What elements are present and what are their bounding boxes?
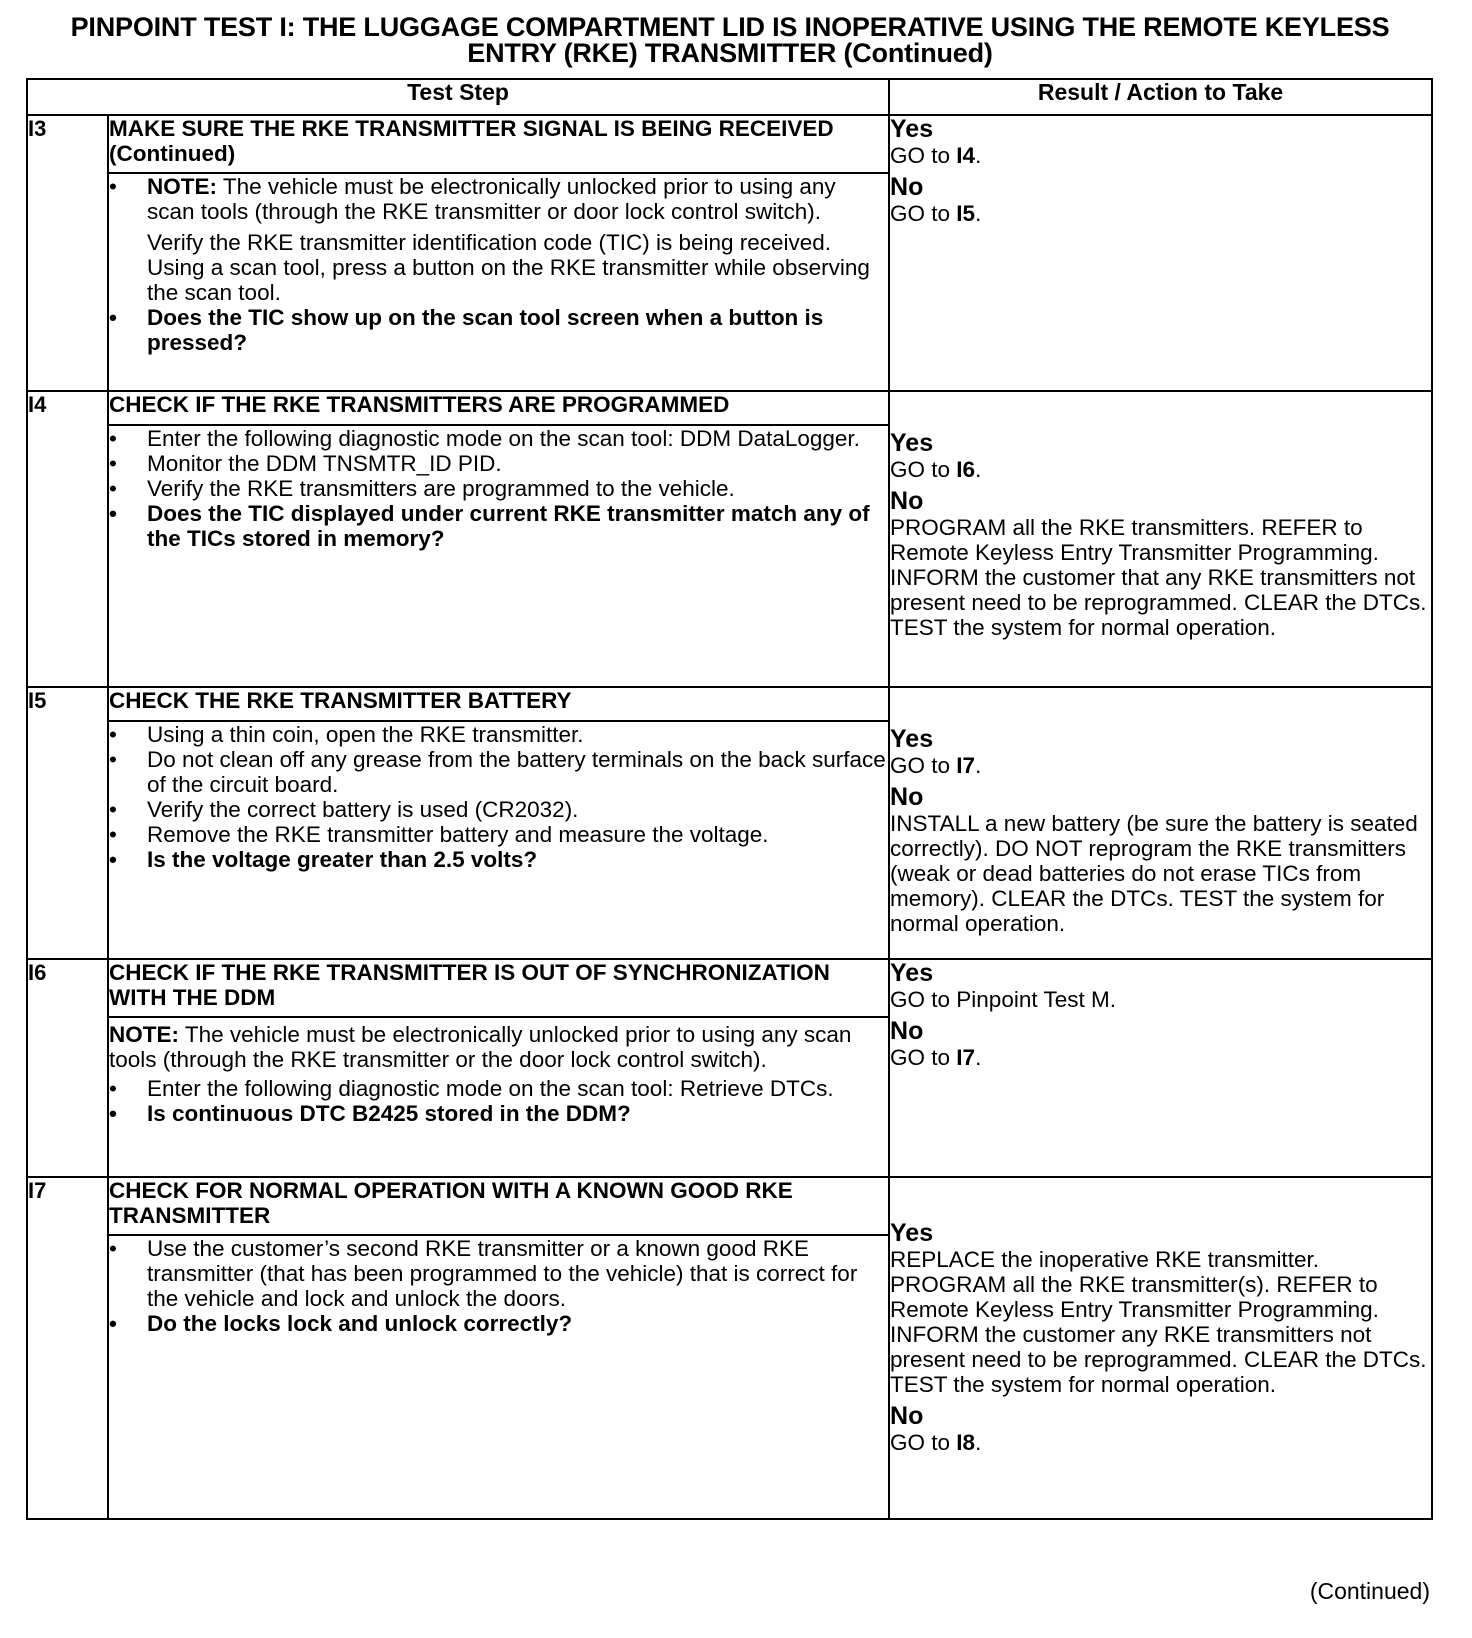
step-number: I7 xyxy=(27,1177,108,1519)
no-label: No xyxy=(890,173,924,201)
step-body xyxy=(108,1017,889,1177)
pinpoint-test-table xyxy=(26,78,1433,1520)
no-action: GO to I7. xyxy=(890,1045,982,1070)
list-item: • Is the voltage greater than 2.5 volts? xyxy=(109,847,888,872)
step-number: I3 xyxy=(27,115,108,391)
no-label: No xyxy=(890,783,924,811)
step-body xyxy=(108,173,889,391)
list-item: • Verify the correct battery is used (CR2032). xyxy=(109,797,888,822)
step-number: I6 xyxy=(27,959,108,1177)
step-result xyxy=(889,391,1432,687)
step-result xyxy=(889,1177,1432,1519)
step-i7-heading-row xyxy=(27,1177,1432,1235)
list-item: • Using a thin coin, open the RKE transmitter. xyxy=(109,722,888,747)
list-item: • Remove the RKE transmitter battery and measure the voltage. xyxy=(109,822,888,847)
step-number: I5 xyxy=(27,687,108,959)
yes-action: GO to Pinpoint Test M. xyxy=(890,987,1116,1012)
step-heading: CHECK IF THE RKE TRANSMITTERS ARE PROGRAMMED xyxy=(108,391,889,425)
no-action: INSTALL a new battery (be sure the battery is seated correctly). DO NOT reprogram the RKE transmitters (weak or dead batteries do not erase TICs from memory). CLEAR the DTCs. TEST the system for normal operation. xyxy=(890,811,1418,936)
step-i3-heading-row xyxy=(27,115,1432,173)
list-item: • Does the TIC displayed under current RKE transmitter match any of the TICs stored in memory? xyxy=(109,501,888,551)
yes-label: Yes xyxy=(890,115,934,143)
step-result xyxy=(889,959,1432,1177)
continued-label: (Continued) xyxy=(1309,1578,1430,1604)
list-item: • Monitor the DDM TNSMTR_ID PID. xyxy=(109,451,888,476)
step-i6-heading-row xyxy=(27,959,1432,1017)
no-action: GO to I8. xyxy=(890,1430,982,1455)
list-item: • Does the TIC show up on the scan tool screen when a button is pressed? xyxy=(109,305,888,355)
list-item: • Enter the following diagnostic mode on the scan tool: DDM DataLogger. xyxy=(109,426,888,451)
step-number: I4 xyxy=(27,391,108,687)
step-result xyxy=(889,687,1432,959)
yes-label: Yes xyxy=(890,959,934,987)
step-body xyxy=(108,721,889,959)
step-heading: CHECK THE RKE TRANSMITTER BATTERY xyxy=(108,687,889,721)
list-item: • Enter the following diagnostic mode on the scan tool: Retrieve DTCs. xyxy=(109,1076,888,1101)
page-title: PINPOINT TEST I: THE LUGGAGE COMPARTMENT LID IS INOPERATIVE USING THE REMOTE KEYLESS ENTRY (RKE) TRANSMITTER (Continued) xyxy=(70,12,1390,68)
list-item: • NOTE: The vehicle must be electronically unlocked prior to using any scan tools (through the RKE transmitter or door lock control switch). xyxy=(109,174,888,224)
table-header-row xyxy=(27,79,1432,115)
yes-action: GO to I4. xyxy=(890,143,982,168)
no-action: GO to I5. xyxy=(890,201,982,226)
yes-label: Yes xyxy=(890,725,934,753)
no-label: No xyxy=(890,1402,924,1430)
test-step-header: Test Step xyxy=(27,79,889,115)
step-heading: CHECK IF THE RKE TRANSMITTER IS OUT OF SYNCHRONIZATION WITH THE DDM xyxy=(108,959,889,1017)
yes-action: REPLACE the inoperative RKE transmitter. PROGRAM all the RKE transmitter(s). REFER to Remote Keyless Entry Transmitter Programming. INFORM the customer any RKE transmitters not present need to be reprogrammed. CLEAR the DTCs. TEST the system for normal operation. xyxy=(890,1247,1427,1397)
step-body xyxy=(108,425,889,687)
step-heading: MAKE SURE THE RKE TRANSMITTER SIGNAL IS BEING RECEIVED (Continued) xyxy=(108,115,889,173)
step-body xyxy=(108,1235,889,1519)
yes-action: GO to I6. xyxy=(890,457,982,482)
result-header: Result / Action to Take xyxy=(889,79,1432,115)
list-item: • Is continuous DTC B2425 stored in the DDM? xyxy=(109,1101,888,1126)
no-action: PROGRAM all the RKE transmitters. REFER to Remote Keyless Entry Transmitter Programming. INFORM the customer that any RKE transmitters not present need to be reprogrammed. CLEAR the DTCs. TEST the system for normal operation. xyxy=(890,515,1427,640)
no-label: No xyxy=(890,1017,924,1045)
list-item: • Do the locks lock and unlock correctly? xyxy=(109,1311,888,1336)
step-result xyxy=(889,115,1432,391)
no-label: No xyxy=(890,487,924,515)
list-item: Verify the RKE transmitter identification code (TIC) is being received. Using a scan tool, press a button on the RKE transmitter while observing the scan tool. xyxy=(147,230,870,305)
yes-label: Yes xyxy=(890,429,934,457)
list-item: • Verify the RKE transmitters are programmed to the vehicle. xyxy=(109,476,888,501)
yes-label: Yes xyxy=(890,1219,934,1247)
list-item: • Use the customer’s second RKE transmitter or a known good RKE transmitter (that has been programmed to the vehicle) that is correct for the vehicle and lock and unlock the doors. xyxy=(109,1236,888,1311)
note-text: NOTE: The vehicle must be electronically unlocked prior to using any scan tools (through the RKE transmitter or the door lock control switch). xyxy=(109,1022,852,1072)
yes-action: GO to I7. xyxy=(890,753,982,778)
step-i4-heading-row xyxy=(27,391,1432,425)
step-heading: CHECK FOR NORMAL OPERATION WITH A KNOWN GOOD RKE TRANSMITTER xyxy=(108,1177,889,1235)
list-item: • Do not clean off any grease from the battery terminals on the back surface of the circuit board. xyxy=(109,747,888,797)
step-i5-heading-row xyxy=(27,687,1432,721)
